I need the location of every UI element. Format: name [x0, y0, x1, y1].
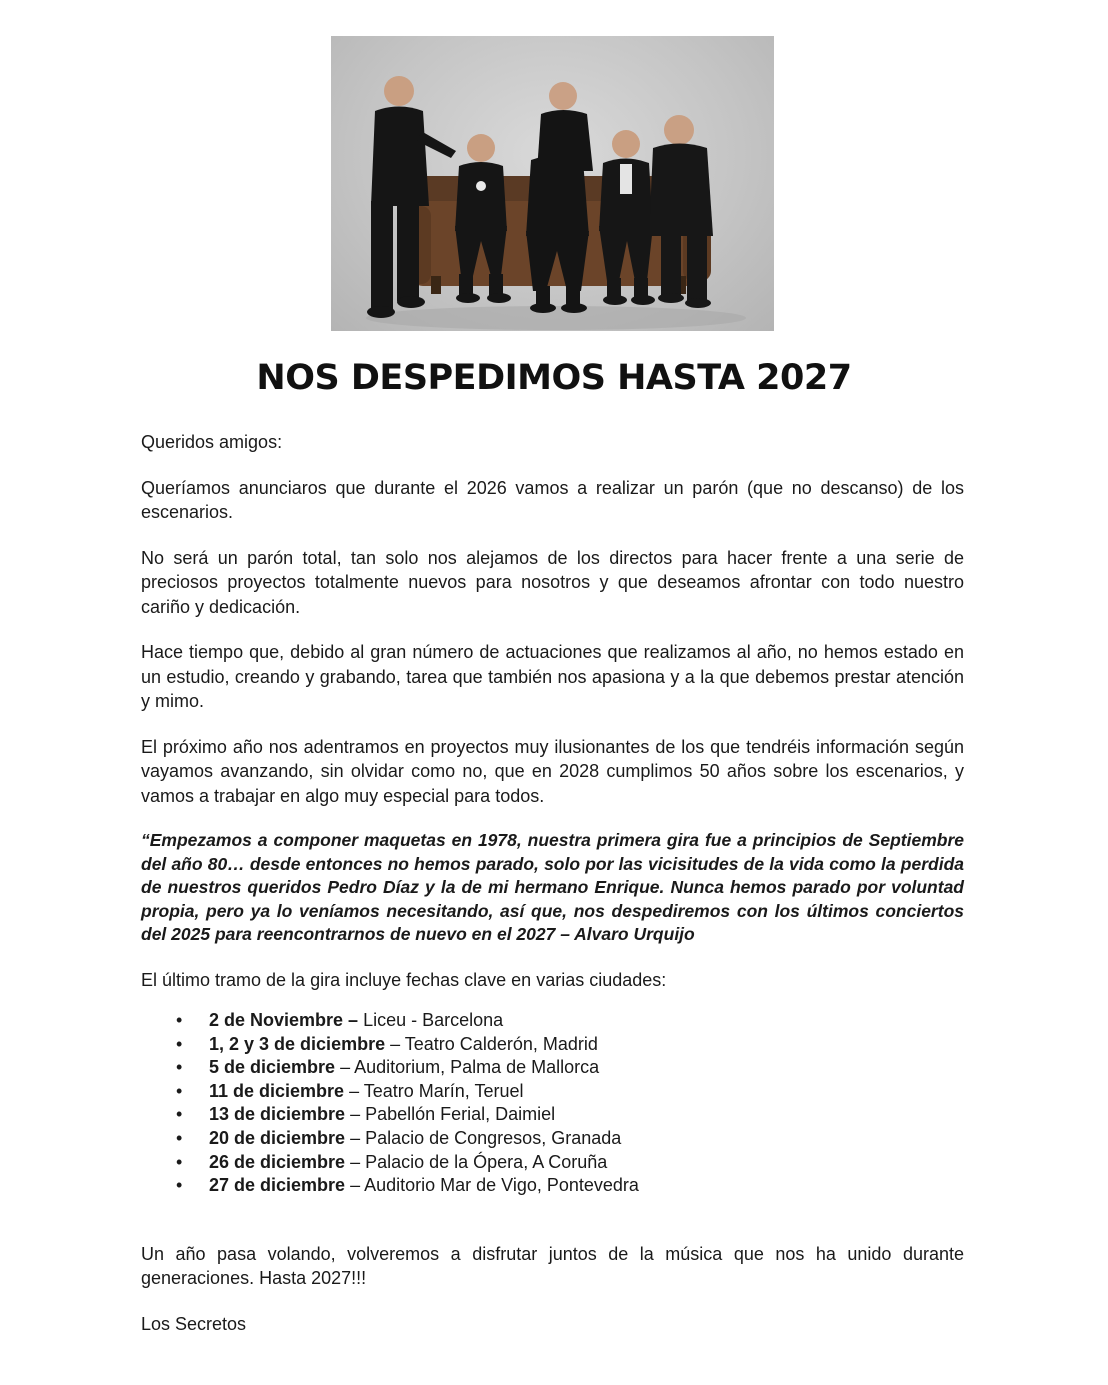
- tour-date: 11 de diciembre: [209, 1080, 345, 1101]
- list-item: [141, 1033, 964, 1057]
- tour-venue: – Auditorium, Palma de Mallorca: [335, 1057, 600, 1078]
- list-item: [141, 1103, 964, 1127]
- tour-venue: – Palacio de Congresos, Granada: [345, 1127, 622, 1148]
- tour-dates-list: [141, 1009, 964, 1198]
- tour-date: 27 de diciembre: [209, 1175, 346, 1196]
- tour-venue: Liceu - Barcelona: [358, 1010, 504, 1030]
- list-item: [141, 1056, 964, 1080]
- bullet-icon: •: [176, 1080, 183, 1101]
- tour-venue: – Teatro Marín, Teruel: [344, 1080, 524, 1101]
- list-item: [141, 1151, 964, 1175]
- letter-body: [141, 430, 964, 1357]
- tour-date: 2 de Noviembre –: [209, 1010, 359, 1030]
- signature: Los Secretos: [141, 1313, 247, 1334]
- greeting: Queridos amigos:: [141, 432, 283, 452]
- closing-paragraph: Un año pasa volando, volveremos a disfrutar juntos de la música que nos ha unido durante generaciones. Hasta 2027!!!: [141, 1243, 964, 1289]
- tour-venue: – Auditorio Mar de Vigo, Pontevedra: [345, 1175, 639, 1196]
- list-item: [141, 1009, 964, 1033]
- page-title: NOS DESPEDIMOS HASTA 2027: [256, 358, 852, 398]
- tour-date: 1, 2 y 3 de diciembre: [209, 1033, 386, 1054]
- tour-venue: – Teatro Calderón, Madrid: [385, 1033, 598, 1054]
- paragraph-announcement: Queríamos anunciaros que durante el 2026 vamos a realizar un parón (que no descanso) de los escenarios.: [141, 477, 964, 522]
- paragraph-studio: Hace tiempo que, debido al gran número de actuaciones que realizamos al año, no hemos estado en un estudio, creando y grabando, tarea que también nos apasiona y a la que debemos prestar atención y mimo.: [141, 642, 964, 711]
- paragraph-projects: No será un parón total, tan solo nos alejamos de los directos para hacer frente a una serie de preciosos proyectos totalmente nuevos para nosotros y que deseamos afrontar con todo nuestro cariño y dedicación.: [141, 547, 964, 617]
- bullet-icon: •: [176, 1175, 183, 1196]
- tour-venue: – Pabellón Ferial, Daimiel: [345, 1104, 556, 1125]
- quote-alvaro-urquijo: “Empezamos a componer maquetas en 1978, nuestra primera gira fue a principios de Septiembre del año 80… desde entonces no hemos parado, solo por las vicisitudes de la vida como la perdida de nuestros queridos Pedro Díaz y la de mi hermano Enrique. Nunca hemos parado por voluntad propia, pero ya lo veníamos necesitando, así que, nos despediremos con los últimos conciertos del 2025 para reencontrarnos de nuevo en el 2027 – Alvaro Urquijo: [141, 830, 964, 944]
- bullet-icon: •: [176, 1010, 183, 1030]
- band-photo: [331, 36, 774, 331]
- bullet-icon: •: [176, 1151, 183, 1172]
- spacer: [141, 1198, 964, 1242]
- bullet-icon: •: [176, 1057, 183, 1078]
- paragraph-anniversary: El próximo año nos adentramos en proyectos muy ilusionantes de los que tendréis información según vayamos avanzando, sin olvidar como no, que en 2028 cumplimos 50 años sobre los escenarios, y vamos a trabajar en algo muy especial para todos.: [141, 736, 964, 806]
- bullet-icon: •: [176, 1127, 183, 1148]
- tour-date: 13 de diciembre: [209, 1104, 346, 1125]
- band-photo-illustration: [331, 36, 774, 331]
- tour-date: 5 de diciembre: [209, 1057, 336, 1078]
- tour-venue: – Palacio de la Ópera, A Coruña: [345, 1151, 608, 1172]
- list-item: [141, 1174, 964, 1198]
- bullet-icon: •: [176, 1033, 183, 1054]
- list-item: [141, 1080, 964, 1104]
- list-item: [141, 1127, 964, 1151]
- tour-date: 26 de diciembre: [209, 1151, 346, 1172]
- tour-intro: El último tramo de la gira incluye fechas clave en varias ciudades:: [141, 969, 667, 990]
- tour-date: 20 de diciembre: [209, 1127, 346, 1148]
- bullet-icon: •: [176, 1104, 183, 1125]
